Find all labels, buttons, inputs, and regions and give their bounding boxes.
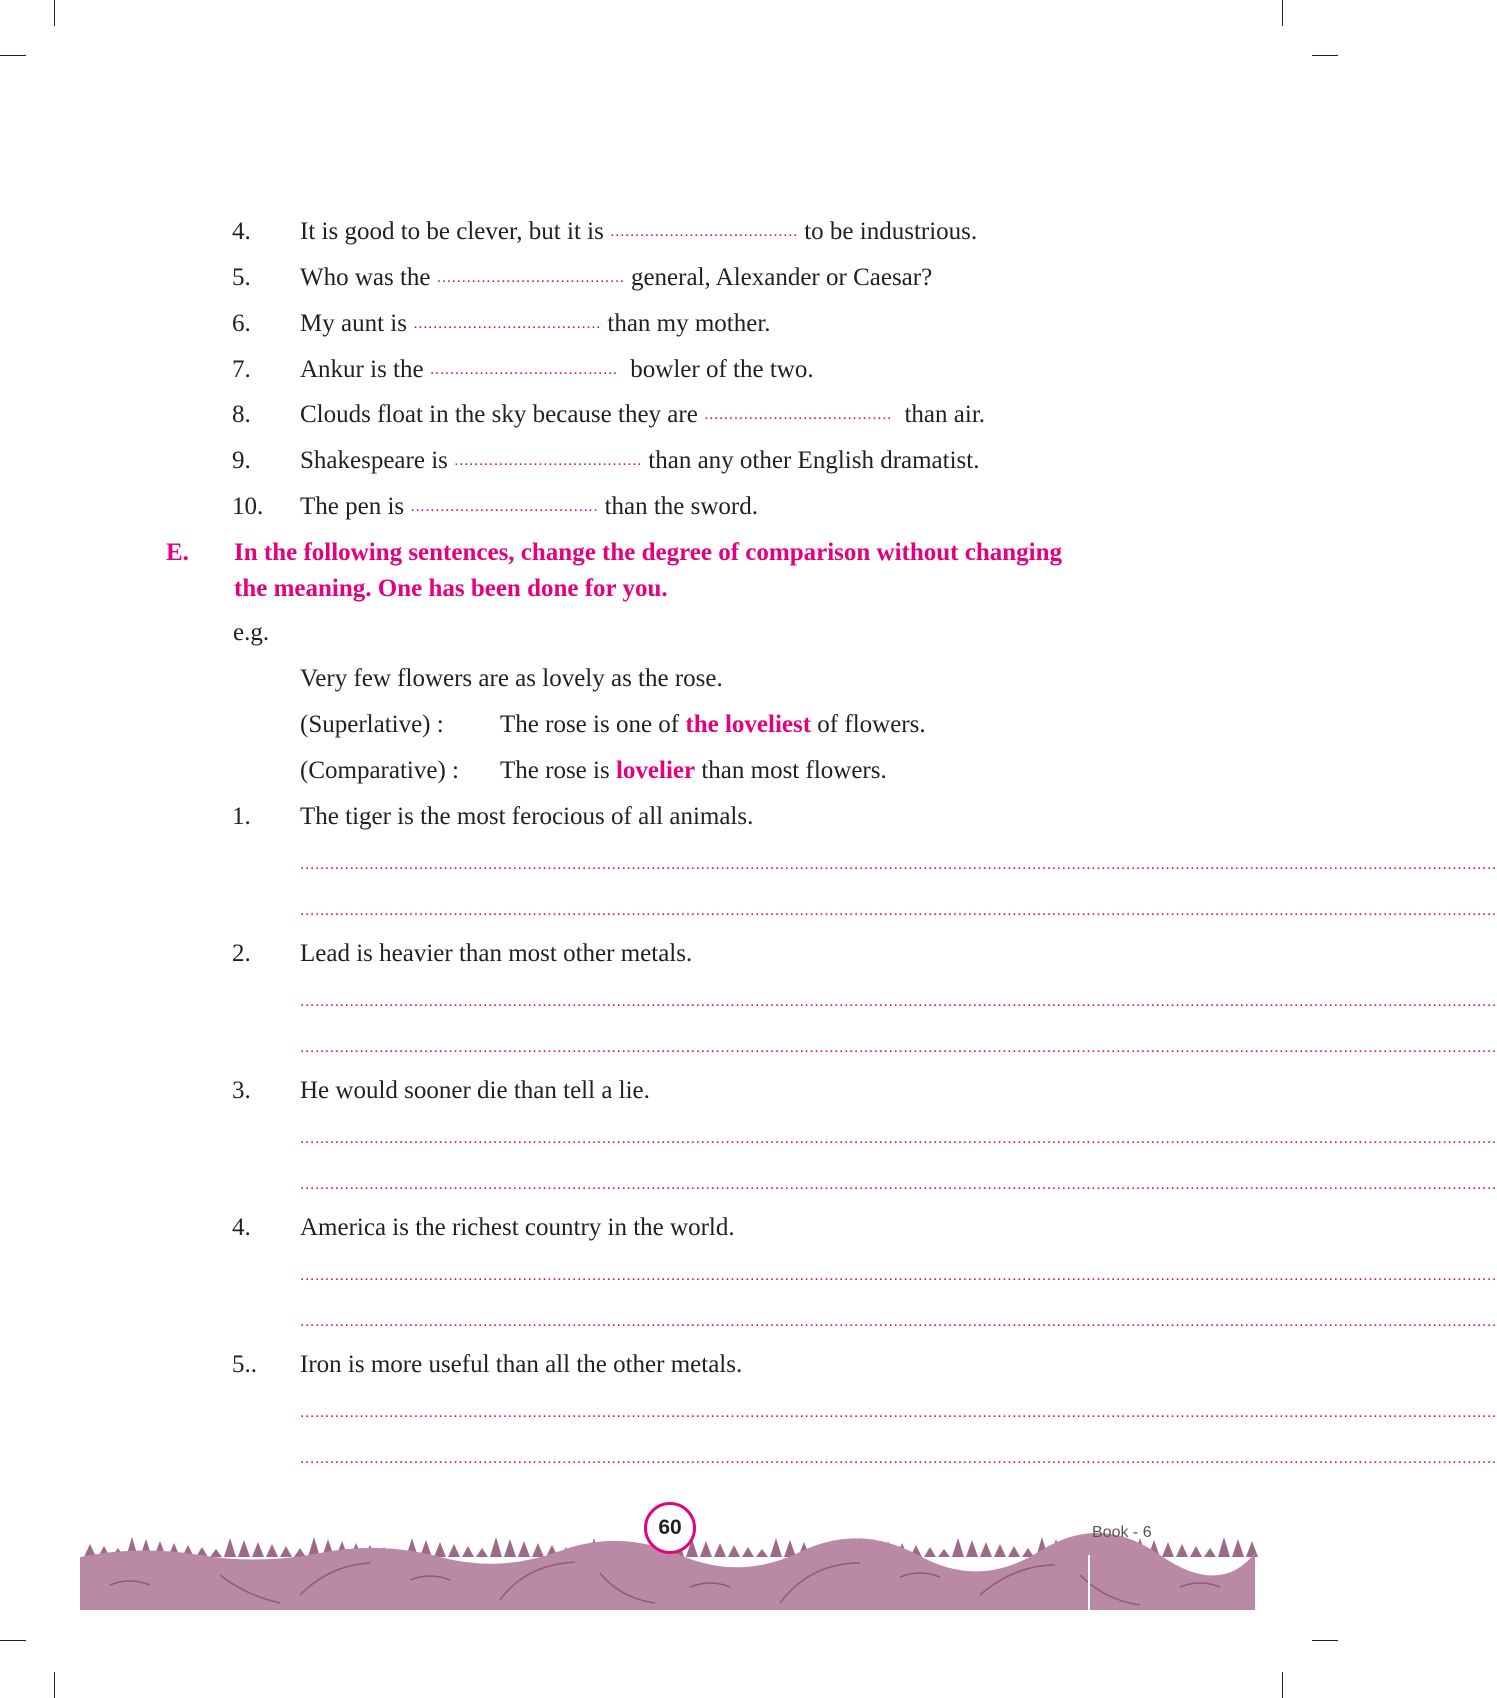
tree-shape: [1232, 1539, 1244, 1557]
item-number: 10.: [232, 493, 264, 520]
exercise-item: [232, 1213, 735, 1243]
item-text: than the sword.: [604, 493, 759, 520]
tree-shape: [238, 1540, 250, 1557]
exercise-item: [232, 802, 754, 832]
item-text: Iron is more useful than all the other metals.: [300, 1351, 743, 1378]
blank-dots: ......................................: [429, 361, 618, 378]
answer-line: ..................................................................................................................................................................................................................................................: [300, 1267, 1497, 1284]
item-number: 5.: [232, 264, 251, 291]
superlative-before: The rose is one of: [500, 711, 680, 738]
item-text: to be industrious.: [804, 218, 978, 245]
item-text: Clouds float in the sky because they are: [300, 401, 698, 428]
item-text: America is the richest country in the world.: [300, 1214, 735, 1241]
tree-shape: [462, 1546, 474, 1557]
blank-dots: ......................................: [454, 452, 643, 469]
item-text: He would sooner die than tell a lie.: [300, 1077, 650, 1104]
blank-dots: ......................................: [413, 315, 602, 332]
blank-dots: ......................................: [436, 269, 625, 286]
example-superlative: [300, 710, 926, 740]
item-text: The tiger is the most ferocious of all animals.: [300, 803, 754, 830]
tree-shape: [434, 1542, 446, 1557]
tree-shape: [210, 1549, 222, 1557]
crop-mark: [1282, 0, 1283, 26]
comparative-label: (Comparative) :: [300, 757, 459, 784]
crop-mark: [1282, 1672, 1283, 1698]
item-number: 6.: [232, 310, 251, 337]
answer-line: ..................................................................................................................................................................................................................................................: [300, 856, 1497, 873]
item-text: than my mother.: [607, 310, 771, 337]
answer-line: ..................................................................................................................................................................................................................................................: [300, 1450, 1497, 1467]
tree-shape: [980, 1542, 992, 1557]
answer-line: ..................................................................................................................................................................................................................................................: [300, 1039, 1497, 1056]
superlative-highlight: the loveliest: [685, 711, 812, 738]
fill-blank-item: [232, 309, 771, 339]
tree-shape: [784, 1540, 796, 1557]
example-sentence: Very few flowers are as lovely as the rose.: [300, 665, 723, 692]
item-text: Shakespeare is: [300, 447, 448, 474]
section-instruction-line1: In the following sentences, change the degree of comparison without changing: [234, 539, 1063, 566]
item-text: Ankur is the: [300, 356, 424, 383]
item-number: 4.: [232, 1214, 251, 1241]
answer-line: ..................................................................................................................................................................................................................................................: [300, 1404, 1497, 1421]
item-number: 2.: [232, 940, 251, 967]
exercise-item: [232, 1350, 743, 1380]
tree-shape: [476, 1548, 488, 1557]
answer-line: ..................................................................................................................................................................................................................................................: [300, 1313, 1497, 1330]
crop-mark: [1312, 1640, 1338, 1641]
answer-line: ..................................................................................................................................................................................................................................................: [300, 902, 1497, 919]
item-text: The pen is: [300, 493, 405, 520]
blank-dots: ......................................: [410, 498, 599, 515]
crop-mark: [1312, 55, 1338, 56]
tree-shape: [518, 1541, 530, 1557]
tree-shape: [700, 1541, 712, 1557]
fill-blank-item: [232, 400, 986, 430]
item-number: 3.: [232, 1077, 251, 1104]
example-label: e.g.: [233, 619, 270, 646]
tree-shape: [714, 1543, 726, 1557]
fill-blank-item: [232, 355, 814, 385]
item-text: than air.: [904, 401, 986, 428]
tree-shape: [280, 1546, 292, 1557]
item-text: general, Alexander or Caesar?: [630, 264, 933, 291]
example-comparative: [300, 756, 887, 786]
tree-shape: [532, 1543, 544, 1557]
comparative-after: than most flowers.: [701, 757, 887, 784]
tree-shape: [770, 1538, 782, 1557]
answer-line: ..................................................................................................................................................................................................................................................: [300, 993, 1497, 1010]
fill-blank-item: [232, 217, 978, 247]
tree-shape: [1246, 1541, 1258, 1557]
tree-shape: [1190, 1546, 1202, 1557]
crop-mark: [54, 1672, 55, 1698]
item-number: 1.: [232, 803, 251, 830]
tree-shape: [1162, 1542, 1174, 1557]
exercise-item: [232, 1076, 650, 1106]
comparative-highlight: lovelier: [615, 757, 696, 784]
tree-shape: [1008, 1546, 1020, 1557]
tree-shape: [1204, 1548, 1216, 1557]
fill-blank-item: [232, 263, 933, 293]
tree-shape: [952, 1538, 964, 1557]
section-instruction-line2: the meaning. One has been done for you.: [234, 575, 668, 602]
exercise-item: [232, 939, 693, 969]
blank-dots: ......................................: [610, 223, 798, 240]
tree-shape: [924, 1547, 936, 1557]
answer-line: ..................................................................................................................................................................................................................................................: [300, 1176, 1497, 1193]
tree-shape: [266, 1544, 278, 1557]
crop-mark: [0, 55, 26, 56]
tree-shape: [252, 1542, 264, 1557]
tree-shape: [1176, 1544, 1188, 1557]
item-text: Who was the: [300, 264, 431, 291]
tree-shape: [294, 1548, 306, 1557]
tree-shape: [490, 1537, 502, 1557]
comparative-before: The rose is: [500, 757, 610, 784]
tree-shape: [448, 1544, 460, 1557]
crop-mark: [54, 0, 55, 26]
item-number: 7.: [232, 356, 251, 383]
item-text: than any other English dramatist.: [648, 447, 980, 474]
blank-dots: ......................................: [704, 406, 892, 423]
tree-shape: [966, 1540, 978, 1557]
item-number: 8.: [232, 401, 251, 428]
fill-blank-item: [232, 492, 759, 522]
item-number: 5..: [232, 1351, 257, 1378]
tree-shape: [756, 1549, 768, 1557]
tree-shape: [504, 1539, 516, 1557]
item-number: 4.: [232, 218, 251, 245]
tree-shape: [728, 1545, 740, 1557]
book-label: Book - 6: [1092, 1524, 1152, 1541]
crop-mark: [0, 1640, 26, 1641]
fill-blank-item: [232, 446, 980, 476]
tree-shape: [224, 1538, 236, 1557]
item-text: It is good to be clever, but it is: [300, 218, 604, 245]
tree-shape: [938, 1549, 950, 1557]
tree-shape: [994, 1544, 1006, 1557]
superlative-after: of flowers.: [817, 711, 926, 738]
item-text: bowler of the two.: [630, 356, 814, 383]
tree-shape: [1218, 1537, 1230, 1557]
answer-line: ..................................................................................................................................................................................................................................................: [300, 1130, 1497, 1147]
section-letter: E.: [166, 539, 189, 566]
superlative-label: (Superlative) :: [300, 711, 444, 738]
item-number: 9.: [232, 447, 251, 474]
item-text: Lead is heavier than most other metals.: [300, 940, 693, 967]
tree-shape: [742, 1547, 754, 1557]
item-text: My aunt is: [300, 310, 407, 337]
page-number: 60: [644, 1502, 696, 1554]
